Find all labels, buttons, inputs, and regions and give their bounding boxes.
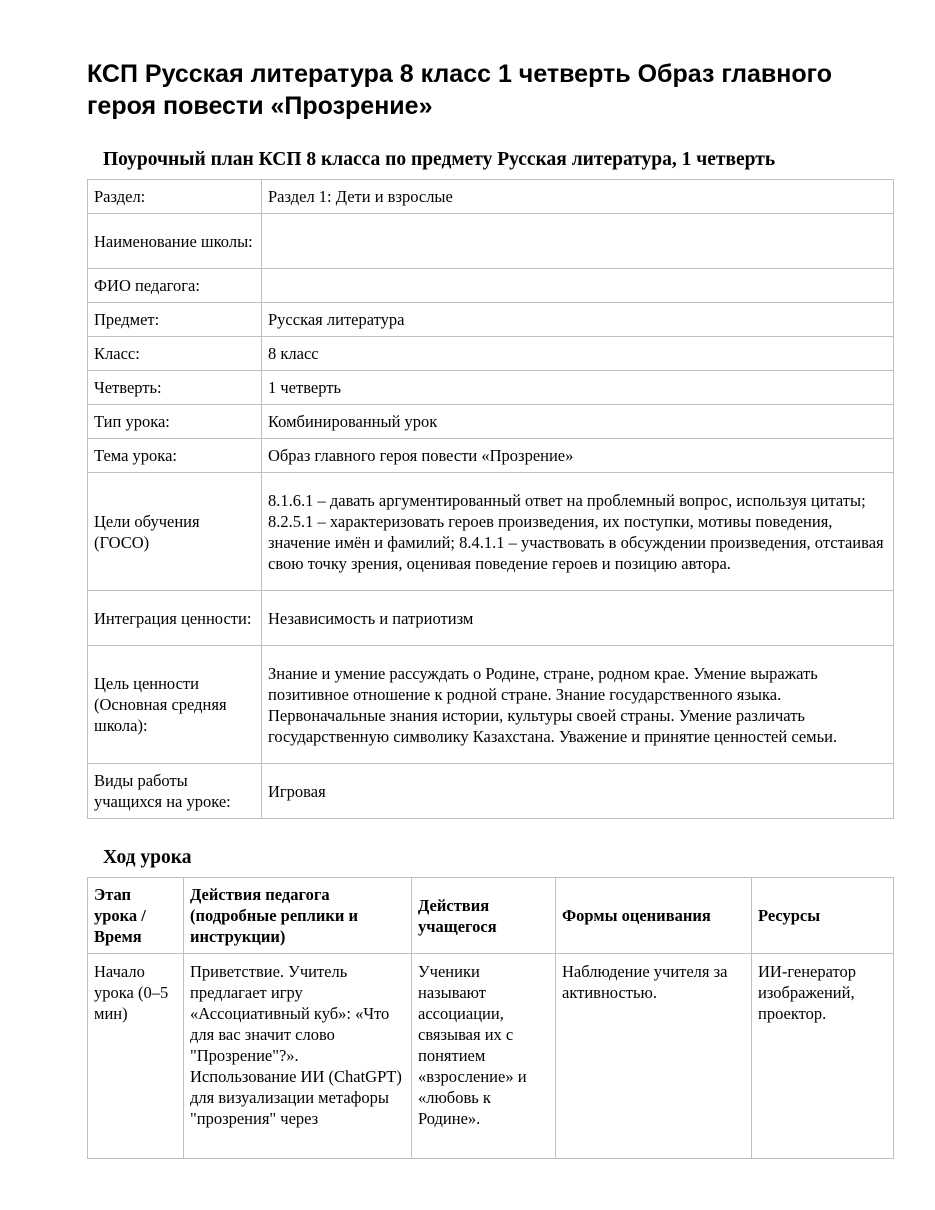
info-value: 8 класс [262,337,894,371]
resources-cell: ИИ-генератор изображений, проектор. [752,954,894,1159]
info-row-work-types [88,764,894,819]
info-row-teacher [88,269,894,303]
info-value: Игровая [262,764,894,819]
info-label: Предмет: [88,303,262,337]
lesson-flow-table [87,877,894,1159]
lesson-info-table [87,179,894,819]
info-row-section [88,180,894,214]
info-row-value-integration [88,591,894,646]
plan-heading: Поурочный план КСП 8 класса по предмету Русская литература, 1 четверть [103,149,776,170]
info-row-learning-goals [88,473,894,591]
info-label: Раздел: [88,180,262,214]
stage-cell: Начало урока (0–5 мин) [88,954,184,1159]
info-label: Четверть: [88,371,262,405]
column-header-assessment: Формы оценивания [556,878,752,954]
column-header-student-actions: Действия учащегося [412,878,556,954]
info-value: 1 четверть [262,371,894,405]
table-row [88,954,894,1159]
info-value: Образ главного героя повести «Прозрение» [262,439,894,473]
info-label: Наименование школы: [88,214,262,269]
info-row-school [88,214,894,269]
info-label: Цели обучения (ГОСО) [88,473,262,591]
lesson-heading: Ход урока [103,847,192,868]
info-row-quarter [88,371,894,405]
info-value [262,269,894,303]
column-header-stage: Этап урока / Время [88,878,184,954]
info-value: Независимость и патриотизм [262,591,894,646]
info-row-grade [88,337,894,371]
info-value: Знание и умение рассуждать о Родине, стране, родном крае. Умение выражать позитивное отношение к родной стране. Знание государственного языка. Первоначальные знания истории, культуры своей страны. Умение различать государственную символику Казахстана. Уважение и принятие ценностей семьи. [262,646,894,764]
student-actions-cell: Ученики называют ассоциации, связывая их с понятием «взросление» и «любовь к Родине». [412,954,556,1159]
info-label: Цель ценности (Основная средняя школа): [88,646,262,764]
info-row-subject [88,303,894,337]
column-header-teacher-actions: Действия педагога (подробные реплики и инструкции) [184,878,412,954]
info-label: Тема урока: [88,439,262,473]
lesson-table-header-row [88,878,894,954]
info-row-lesson-type [88,405,894,439]
info-value: Раздел 1: Дети и взрослые [262,180,894,214]
info-label: Класс: [88,337,262,371]
info-value: 8.1.6.1 – давать аргументированный ответ на проблемный вопрос, используя цитаты; 8.2.5.1 – характеризовать героев произведения, их поступки, мотивы поведения, значение имён и фамилий; 8.4.1.1 – участвовать в обсуждении произведения, отстаивая свою точку зрения, оценивая поведение героев и позицию автора. [262,473,894,591]
column-header-resources: Ресурсы [752,878,894,954]
info-row-value-goal [88,646,894,764]
page-title: КСП Русская литература 8 класс 1 четверть Образ главного героя повести «Прозрение» [87,60,832,120]
info-value: Комбинированный урок [262,405,894,439]
info-label: ФИО педагога: [88,269,262,303]
teacher-actions-cell: Приветствие. Учитель предлагает игру «Ассоциативный куб»: «Что для вас значит слово "Прозрение"?». Использование ИИ (ChatGPT) для визуализации метафоры "прозрения" через [184,954,412,1159]
info-label: Виды работы учащихся на уроке: [88,764,262,819]
info-value: Русская литература [262,303,894,337]
assessment-cell: Наблюдение учителя за активностью. [556,954,752,1159]
info-label: Интеграция ценности: [88,591,262,646]
info-value [262,214,894,269]
info-label: Тип урока: [88,405,262,439]
info-row-topic [88,439,894,473]
